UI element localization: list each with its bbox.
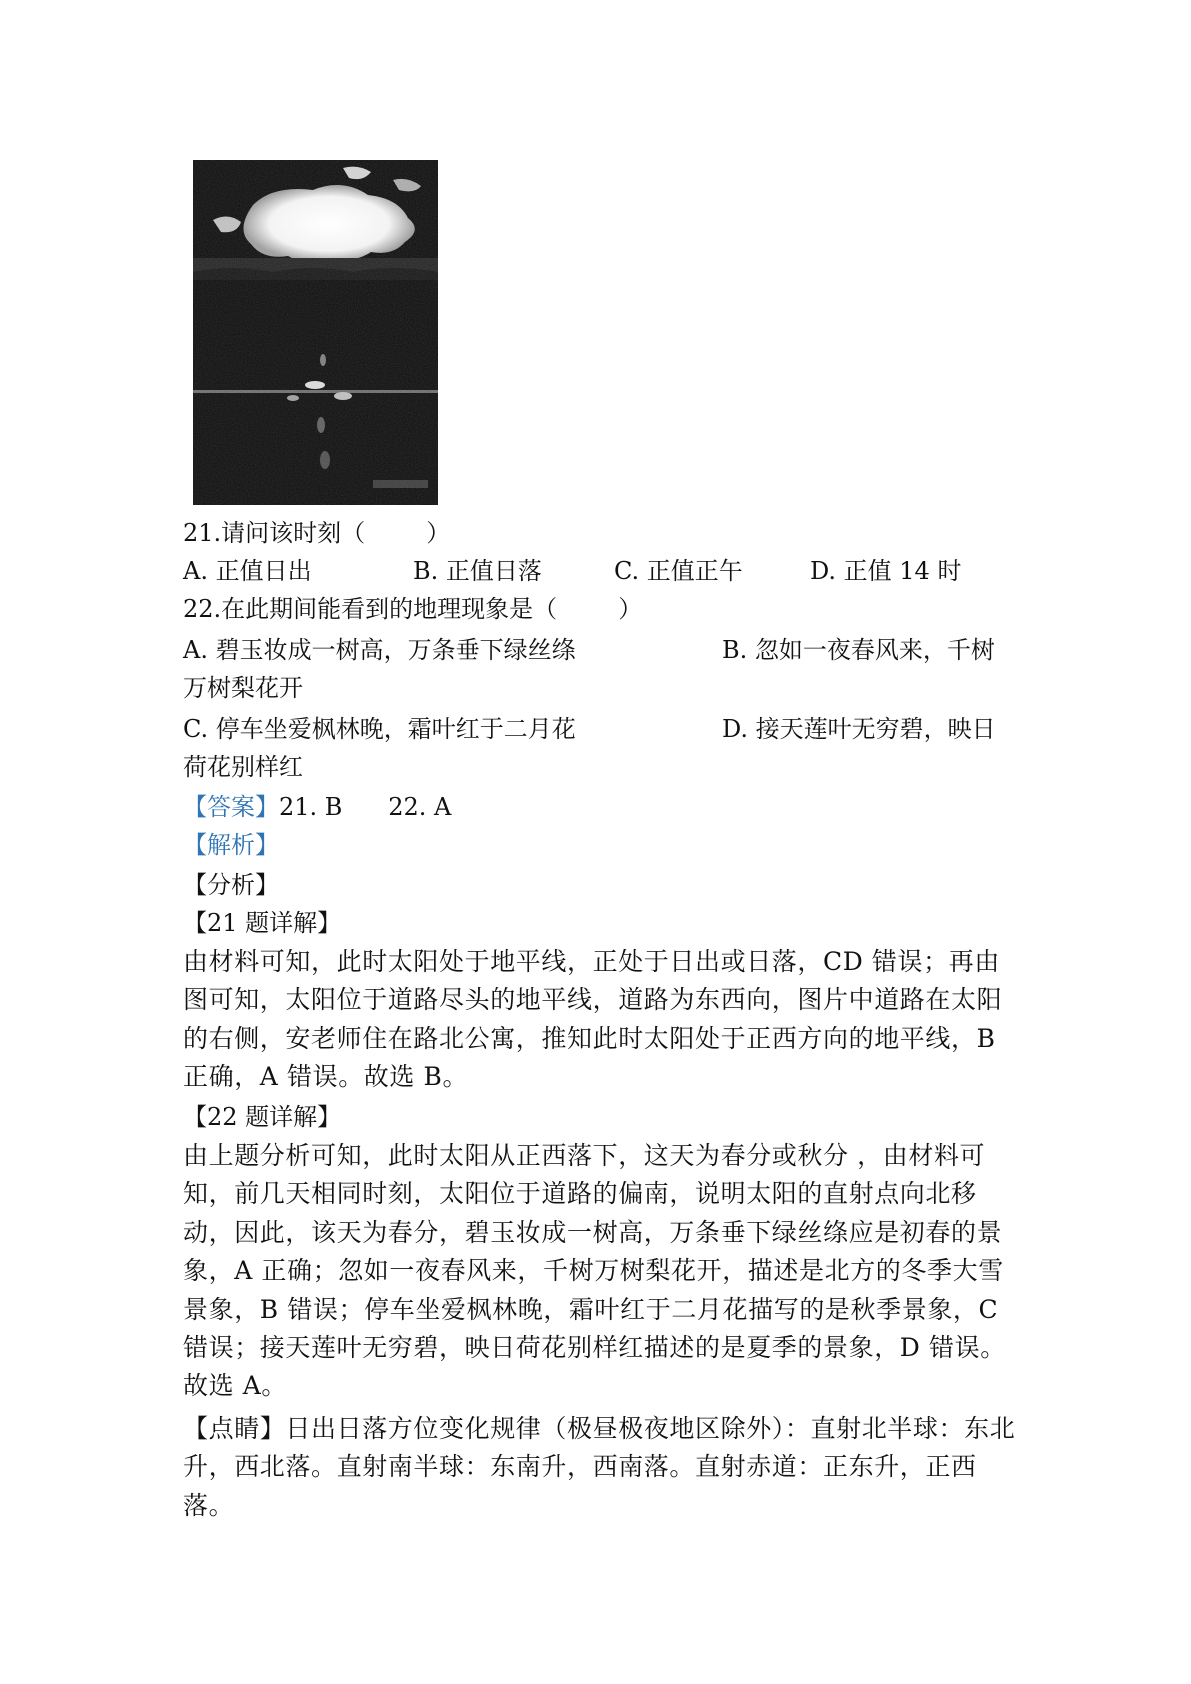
q21-option-c: C. 正值正午 [614,557,743,585]
q21-detail-heading: 【21 题详解】 [183,909,342,937]
q22-option-b-line2: 万树梨花开 [183,674,303,702]
q21-detail-body: 由材料可知，此时太阳处于地平线，正处于日出或日落，CD 错误；再由图可知，太阳位于道路尽头的地平线，道路为东西向，图片中道路在太阳的右侧，安老师住在路北公寓，推知此时太阳处于正西方向的地平线，B 正确，A 错误。故选 B。 [183,947,1003,1092]
q22-option-d-line1: D. 接天莲叶无穷碧，映日 [722,715,996,743]
q22-option-c: C. 停车坐爱枫林晚，霜叶红于二月花 [183,715,576,743]
q22-option-a: A. 碧玉妆成一树高，万条垂下绿丝绦 [183,636,576,664]
q22-option-b-line1: B. 忽如一夜春风来，千树 [722,636,995,664]
q21-option-a: A. 正值日出 [183,557,312,585]
q22-option-d-line2: 荷花别样红 [183,753,303,781]
q21-option-d: D. 正值 14 时 [810,557,962,585]
q21-option-b: B. 正值日落 [413,557,542,585]
q21-stem: 21.请问该时刻（ ） [183,519,451,547]
answer-line [183,788,451,826]
answer-label: 【答案】 [183,793,279,821]
tip-paragraph: 【点睛】日出日落方位变化规律（极昼极夜地区除外）：直射北半球：东北升，西北落。直射南半球：东南升，西南落。直射赤道：正东升，正西落。 [183,1414,1016,1520]
sunset-road-photo [193,160,438,505]
analysis-label: 【解析】 [183,831,279,859]
fenxi-label: 【分析】 [183,871,279,899]
q22-detail-body: 由上题分析可知，此时太阳从正西落下，这天为春分或秋分 ，由材料可知，前几天相同时刻，太阳位于道路的偏南，说明太阳的直射点向北移动，因此，该天为春分，碧玉妆成一树高，万条垂下绿丝绦应是初春的景象，A 正确；忽如一夜春风来，千树万树梨花开，描述是北方的冬季大雪景象，B 错误；停车坐爱枫林晚，霜叶红于二月花描写的是秋季景象，C 错误；接天莲叶无穷碧，映日荷花别样红描述的是夏季的景象，D 错误。故选 A。 [183,1141,1006,1401]
q22-detail-heading: 【22 题详解】 [183,1103,342,1131]
answer-text: 21. B 22. A [279,793,452,821]
q22-stem: 22.在此期间能看到的地理现象是（ ） [183,595,643,623]
